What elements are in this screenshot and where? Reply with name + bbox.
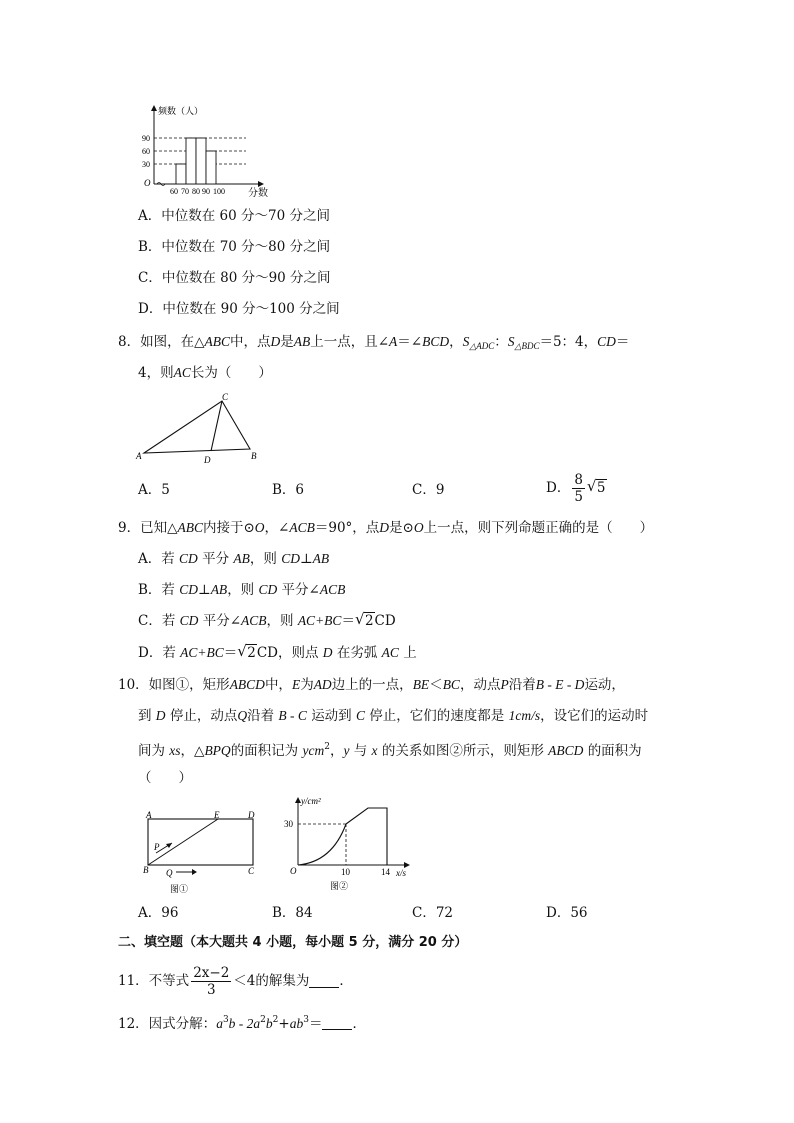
histogram-ytick: 90 bbox=[142, 134, 150, 143]
fig2-origin: O bbox=[290, 866, 297, 876]
q8-option-a: A．5 bbox=[138, 482, 170, 498]
histogram-figure bbox=[138, 104, 273, 199]
q7-option-a: A．中位数在 60 分～70 分之间 bbox=[138, 208, 330, 224]
q8-option-d: D． $\frac{8}{5}$ √ 5 bbox=[546, 472, 606, 505]
q8-label-d: D bbox=[204, 455, 211, 465]
histogram-xtick: 70 bbox=[181, 187, 189, 196]
q10-option-a: A．96 bbox=[138, 905, 179, 921]
q8-stem-line1: 8．如图，在△ABC中，点D是AB上一点，且∠A＝∠BCD，$S_{\triangle ADC}$：$S_{\triangle BDC}=5$：4，CD＝ bbox=[118, 334, 630, 351]
histogram-ytick: 60 bbox=[142, 147, 150, 156]
q10-option-b: B．84 bbox=[272, 905, 313, 921]
fig2-ylabel: y/cm² bbox=[301, 796, 321, 806]
fig1-label-q: Q bbox=[166, 868, 173, 878]
q11-answer-blank[interactable] bbox=[309, 975, 339, 988]
q8-label-a: A bbox=[136, 451, 142, 461]
histogram-origin: O bbox=[144, 178, 151, 188]
histogram-xtick: 90 bbox=[202, 187, 210, 196]
q8-label-c: C bbox=[222, 392, 229, 402]
fig1-caption: 图① bbox=[170, 884, 189, 894]
q7-option-d: D．中位数在 90 分～100 分之间 bbox=[138, 301, 340, 317]
q12-stem: 12．因式分解：$a^3b - 2a^2b^2+ab^3=$ ． bbox=[118, 1015, 366, 1032]
q10-figure-2 bbox=[284, 794, 419, 896]
fig1-label-c: C bbox=[248, 866, 255, 876]
histogram-xlabel: 分数 bbox=[248, 188, 268, 199]
fig2-tick-30: 30 bbox=[284, 819, 293, 829]
fig1-label-b: B bbox=[143, 865, 149, 875]
q10-stem-line3: 间为 xs，△BPQ的面积记为 ycm$^2$，y 与 x 的关系如图②所示，则矩形 ABCD 的面积为 bbox=[138, 742, 642, 759]
q9-option-c: C．若 CD 平分∠ACB，则 AC+BC＝ √ 2CD bbox=[138, 610, 396, 629]
fig2-xlabel: x/s bbox=[396, 868, 406, 878]
q7-option-b: B．中位数在 70 分～80 分之间 bbox=[138, 239, 331, 255]
section-heading: 二、填空题（本大题共 4 小题，每小题 5 分，满分 20 分） bbox=[118, 935, 468, 950]
q9-option-d: D．若 AC+BC＝ √ 2CD，则点 D 在劣弧 AC 上 bbox=[138, 642, 417, 661]
q7-option-c: C．中位数在 80 分～90 分之间 bbox=[138, 270, 331, 286]
q10-stem-line4: （ ） bbox=[138, 770, 192, 786]
q9-stem: 9．已知△ABC内接于⊙O，∠ACB＝90°，点D是⊙O上一点，则下列命题正确的是（ ） bbox=[118, 520, 654, 536]
q9-option-b: B．若 CD⊥AB，则 CD 平分∠ACB bbox=[138, 582, 346, 598]
fig2-caption: 图② bbox=[330, 881, 349, 891]
q8-stem-line2: 4，则AC长为（ ） bbox=[138, 365, 272, 381]
histogram-ytick: 30 bbox=[142, 160, 150, 169]
fig2-tick-10: 10 bbox=[341, 867, 350, 877]
histogram-xtick: 60 bbox=[170, 187, 178, 196]
q10-figure-1 bbox=[140, 810, 265, 896]
fig1-label-d: D bbox=[248, 810, 255, 820]
q8-option-c: C．9 bbox=[412, 482, 445, 498]
fig1-label-e: E bbox=[214, 810, 220, 820]
q8-triangle-figure bbox=[134, 392, 264, 468]
q10-option-d: D．56 bbox=[546, 905, 588, 921]
histogram-xtick: 100 bbox=[213, 187, 225, 196]
q8-option-b: B．6 bbox=[272, 482, 305, 498]
q11-stem: 11．不等式 $\frac{2x-2}{3}$ ＜4的解集为 ． bbox=[118, 964, 353, 998]
fig2-tick-14: 14 bbox=[381, 867, 390, 877]
fig1-label-p: P bbox=[154, 842, 160, 852]
q10-option-c: C．72 bbox=[412, 905, 454, 921]
histogram-xtick: 80 bbox=[192, 187, 200, 196]
q12-answer-blank[interactable] bbox=[322, 1017, 352, 1030]
q10-stem-line1: 10．如图①，矩形ABCD中，E为AD边上的一点，BE＜BC，动点P沿着B - E - D运动， bbox=[118, 677, 625, 693]
histogram-ylabel: 频数（人） bbox=[158, 106, 204, 116]
q9-option-a: A．若 CD 平分 AB，则 CD⊥AB bbox=[138, 551, 330, 567]
q10-stem-line2: 到 D 停止，动点Q沿着 B - C 运动到 C 停止，它们的速度都是 1cm/s，设它们的运动时 bbox=[138, 708, 649, 724]
fig1-label-a: A bbox=[146, 810, 152, 820]
q8-label-b: B bbox=[251, 451, 257, 461]
